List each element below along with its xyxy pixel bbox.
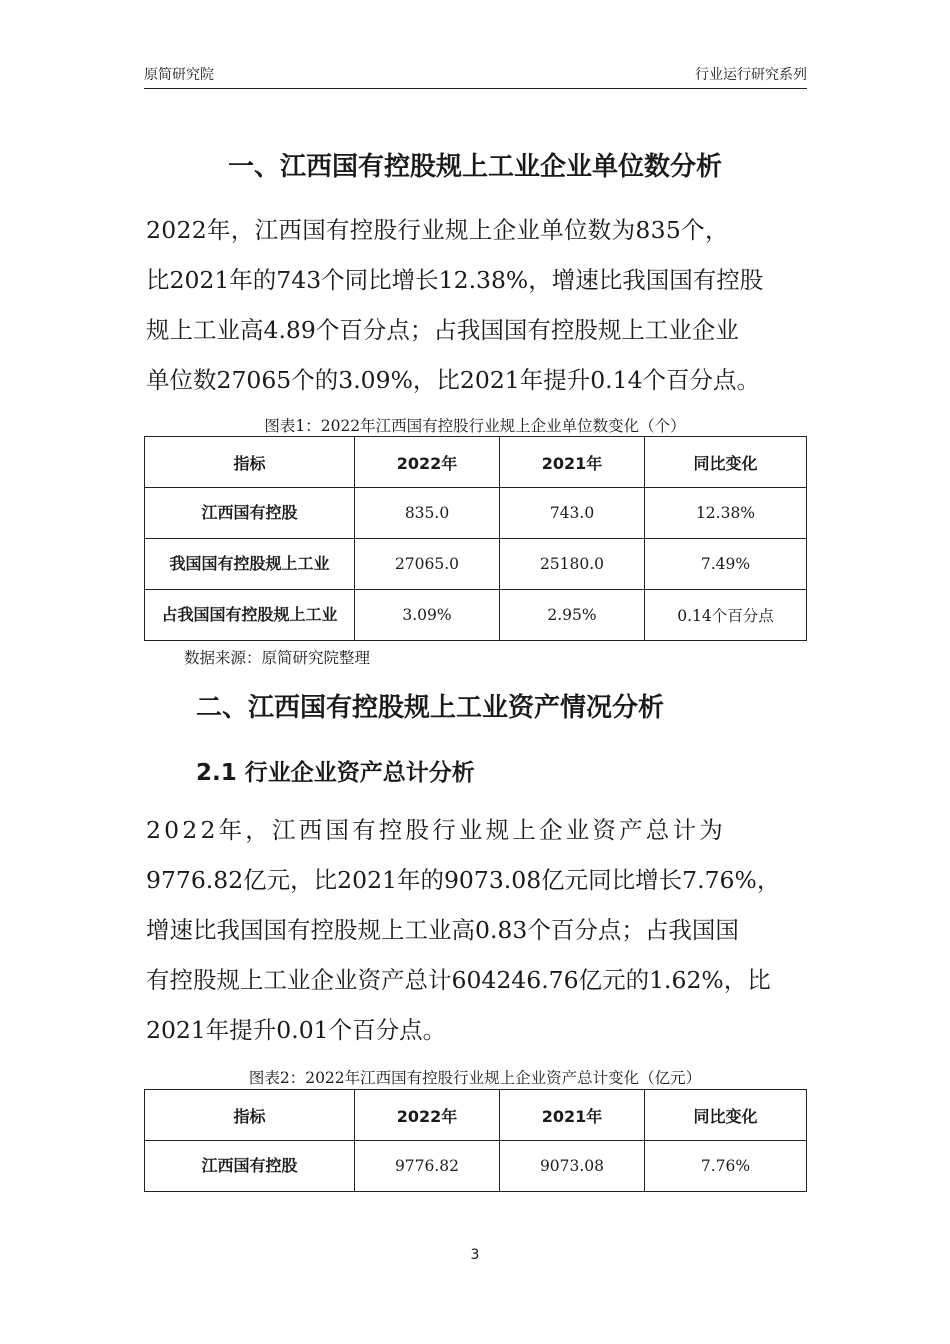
paragraph-line: 2021年提升0.01个百分点。 — [146, 1016, 447, 1044]
section2-title: 二、江西国有控股规上工业资产情况分析 — [196, 693, 665, 723]
table-header-cell: 2022年 — [355, 437, 500, 488]
table-header-row — [145, 1090, 807, 1141]
table-cell: 12.38% — [645, 488, 807, 539]
header-org-name: 原简研究院 — [144, 67, 214, 83]
table-header-cell: 指标 — [145, 437, 355, 488]
table-row-label: 我国国有控股规上工业 — [145, 539, 355, 590]
table-header-cell: 同比变化 — [645, 437, 807, 488]
subsection-title: 2.1 行业企业资产总计分析 — [196, 760, 475, 786]
section1-title: 一、江西国有控股规上工业企业单位数分析 — [227, 152, 722, 182]
paragraph-line: 单位数27065个的3.09%，比2021年提升0.14个百分点。 — [146, 366, 761, 394]
table-cell: 3.09% — [355, 590, 500, 641]
table-header-cell: 2021年 — [500, 1090, 645, 1141]
paragraph-line: 2022年，江西国有控股行业规上企业资产总计为 — [146, 816, 726, 844]
table-cell: 7.49% — [645, 539, 807, 590]
table-row-label: 占我国国有控股规上工业 — [145, 590, 355, 641]
table-header-cell: 指标 — [145, 1090, 355, 1141]
table1 — [144, 436, 807, 641]
table1-source: 数据来源：原简研究院整理 — [184, 649, 371, 667]
table2-caption: 图表2：2022年江西国有控股行业规上企业资产总计变化（亿元） — [248, 1069, 702, 1087]
table-row-label: 江西国有控股 — [145, 488, 355, 539]
table2 — [144, 1089, 807, 1192]
table-cell: 0.14个百分点 — [645, 590, 807, 641]
header-series-name: 行业运行研究系列 — [695, 67, 807, 83]
paragraph-line: 有控股规上工业企业资产总计604246.76亿元的1.62%，比 — [146, 966, 771, 994]
paragraph-line: 比2021年的743个同比增长12.38%，增速比我国国有控股 — [146, 266, 764, 294]
table-cell: 7.76% — [645, 1141, 807, 1192]
table1-caption: 图表1：2022年江西国有控股行业规上企业单位数变化（个） — [264, 417, 686, 435]
paragraph-line: 增速比我国国有控股规上工业高0.83个百分点；占我国国 — [146, 916, 739, 944]
table-cell: 9073.08 — [500, 1141, 645, 1192]
table-cell: 835.0 — [355, 488, 500, 539]
table-row — [145, 1141, 807, 1192]
table-header-cell: 2022年 — [355, 1090, 500, 1141]
paragraph-line: 2022年，江西国有控股行业规上企业单位数为835个， — [146, 216, 729, 244]
page-header — [144, 66, 807, 89]
table-header-row — [145, 437, 807, 488]
table-row — [145, 539, 807, 590]
table-cell: 27065.0 — [355, 539, 500, 590]
table-cell: 25180.0 — [500, 539, 645, 590]
table-row — [145, 590, 807, 641]
page-number: 3 — [470, 1247, 480, 1263]
table-cell: 2.95% — [500, 590, 645, 641]
paragraph-line: 规上工业高4.89个百分点；占我国国有控股规上工业企业 — [146, 316, 739, 344]
paragraph-line: 9776.82亿元，比2021年的9073.08亿元同比增长7.76%， — [146, 866, 781, 894]
table-header-cell: 2021年 — [500, 437, 645, 488]
table-cell: 9776.82 — [355, 1141, 500, 1192]
table-cell: 743.0 — [500, 488, 645, 539]
table-row — [145, 488, 807, 539]
table-row-label: 江西国有控股 — [145, 1141, 355, 1192]
section1-paragraph — [146, 205, 810, 405]
table-header-cell: 同比变化 — [645, 1090, 807, 1141]
section2-paragraph — [146, 805, 810, 1055]
